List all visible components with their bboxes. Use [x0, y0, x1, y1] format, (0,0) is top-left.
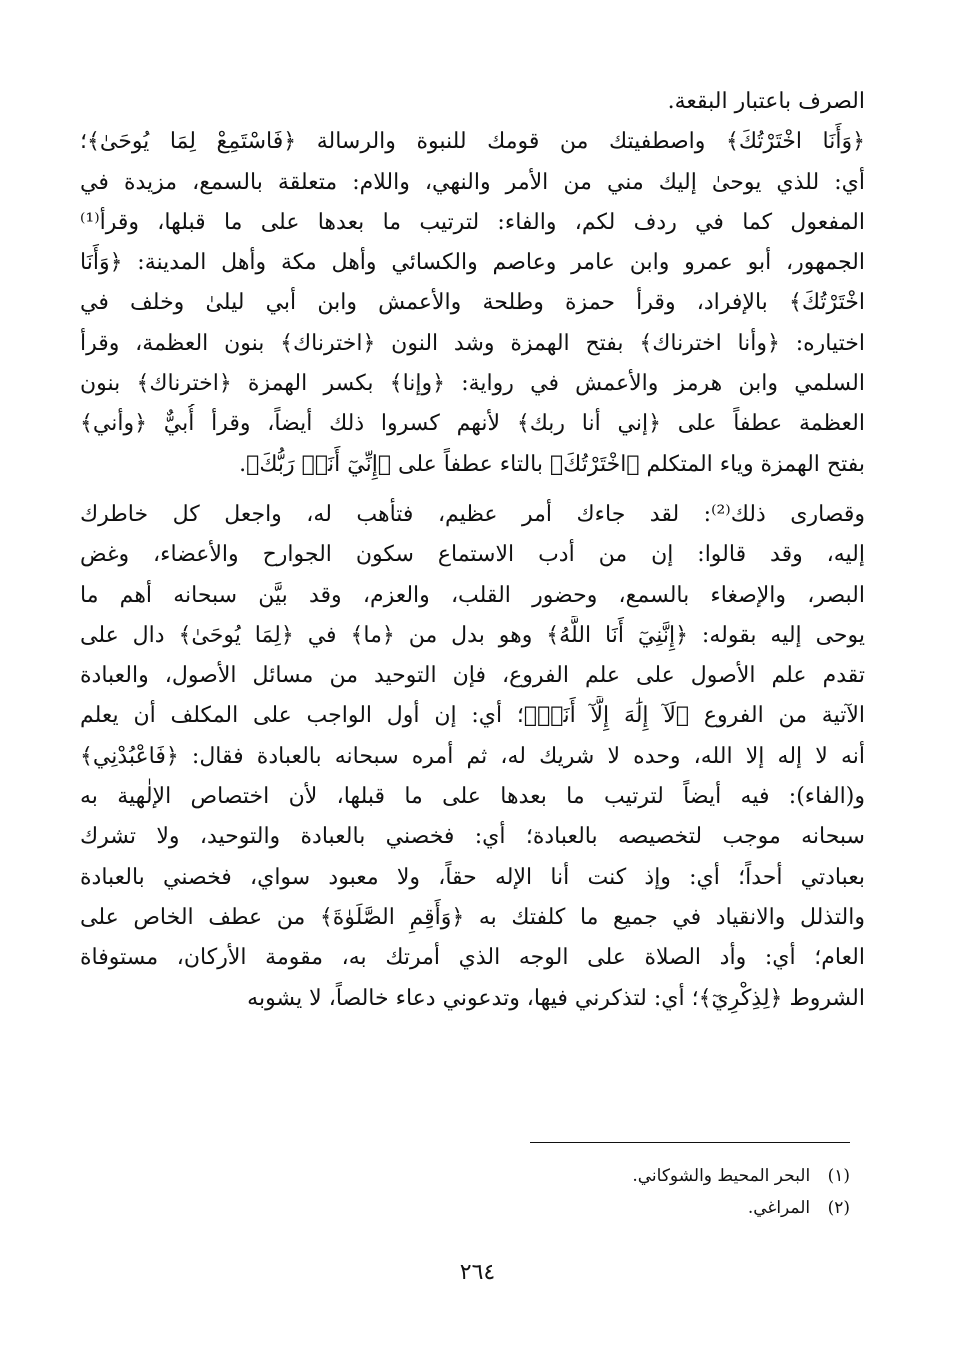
text-line: أنه لا إله إلا الله، وحده لا شريك له، ثم أمره سبحانه بالعبادة فقال: ﴿فَاعْبُدْنِي﴾ — [80, 743, 865, 769]
text-line: أي: للذي يوحىٰ إليك مني من الأمر والنهي، واللام: متعلقة بالسمع، مزيدة في — [80, 169, 865, 195]
text-line: البصر، والإصغاء بالسمع، وحضور القلب، والعزم، وقد بيَّن سبحانه أهم ما — [80, 582, 865, 608]
text-line: يوحى إليه بقوله: ﴿إِنَّنِيٓ أَنَا اللَّهُ﴾ وهو بدل من ﴿ما﴾ في ﴿لِمَا يُوحَىٰ﴾ دال على — [80, 622, 865, 648]
text-line: بعبادتي أحداً؛ أي: وإذ كنت أنا الإله حقاً، ولا معبود سواي، فخصني بالعبادة — [80, 864, 865, 890]
text-line: ﴿وَأَنَا اخْتَرْتُكَ﴾ واصطفيتك من قومك للنبوة والرسالة ﴿فَاسْتَمِعْ لِمَا يُوحَىٰ﴾؛ — [80, 129, 865, 155]
paragraph-1 — [80, 82, 865, 485]
footnote-1 — [632, 1160, 850, 1192]
text-line: العام؛ أي: وأد الصلاة على الوجه الذي أمرتك به، مقومة الأركان، مستوفاة — [80, 945, 865, 971]
text-line: والتذلل والانقياد في جميع ما كلفتك به ﴿وَأَقِمِ الصَّلَوٰةَ﴾ من عطف الخاص على — [80, 904, 865, 930]
footnote-number: (٢) — [827, 1198, 850, 1218]
footnotes — [632, 1160, 850, 1224]
text-line: اختياره: ﴿وأنا اخترناك﴾ بفتح الهمزة وشد النون ﴿اخترناك﴾ بنون العظمة، وقرأ — [80, 330, 865, 356]
text-line: و(الفاء): فيه أيضاً لترتيب ما بعدها على ما قبلها، لأن اختصاص الإلٰهية به — [80, 784, 865, 810]
footnote-text: المراغي. — [747, 1198, 811, 1218]
footnote-2 — [632, 1192, 850, 1224]
text-line: المفعول كما في ردف لكم، والفاء: لترتيب ما بعدها على ما قبلها، وقرأ⁽¹⁾ — [80, 209, 865, 235]
footnote-text: البحر المحيط والشوكاني. — [632, 1166, 811, 1186]
footnote-divider — [530, 1142, 850, 1143]
page-body — [80, 82, 865, 1019]
text-line: السلمي وابن هرمز والأعمش في رواية: ﴿وإنا﴾ بكسر الهمزة ﴿اخترناك﴾ بنون — [80, 371, 865, 397]
text-line: الشروط ﴿لِذِكْرِيٓ﴾؛ أي: لتذكرني فيها، وتدعوني دعاء خالصاً، لا يشوبه — [247, 985, 865, 1011]
text-line: العظمة عطفاً على ﴿إني أنا ربك﴾ لأنهم كسروا ذلك أيضاً، وقرأ أُبيٌّ ﴿وأني﴾ — [80, 411, 865, 437]
text-line: وقصارى ذلك⁽²⁾: لقد جاءك أمر عظيم، فتأهب له، واجعل كل خاطرك — [80, 501, 865, 527]
footnote-number: (١) — [827, 1166, 850, 1186]
text-line: الآتية من الفروع ﴿لَآ إِلَٰهَ إِلَّآ أَنَا۠﴾؛ أي: إن أول الواجب على المكلف أن يعلم — [80, 703, 865, 729]
text-line: اخْتَرْتُكَ﴾ بالإفراد، وقرأ حمزة وطلحة والأعمش وابن أبي ليلىٰ وخلف في — [80, 290, 865, 316]
text-line: الجمهور، أبو عمرو وابن عامر وعاصم والكسائي وأهل مكة وأهل المدينة: ﴿وَأَنَا — [80, 250, 865, 276]
page-number: ٢٦٤ — [459, 1260, 496, 1285]
text-line: الصرف باعتبار البقعة. — [667, 89, 865, 114]
text-line: سبحانه موجب لتخصيصه بالعبادة؛ أي: فخصني بالعبادة والتوحيد، ولا تشرك — [80, 824, 865, 850]
text-line: تقدم علم الأصول على علم الفروع، فإن التوحيد من مسائل الأصول، والعبادة — [80, 663, 865, 689]
paragraph-2 — [80, 495, 865, 1019]
text-line: بفتح الهمزة وياء المتكلم ﴿اخْتَرْتُكَ﴾ بالتاء عطفاً على ﴿إِنِّيٓ أَنَا۠ رَبُّكَ﴾. — [239, 451, 865, 477]
text-line: إليه، وقد قالوا: إن من أدب الاستماع سكون الجوارح والأعضاء، وغض — [80, 542, 865, 568]
